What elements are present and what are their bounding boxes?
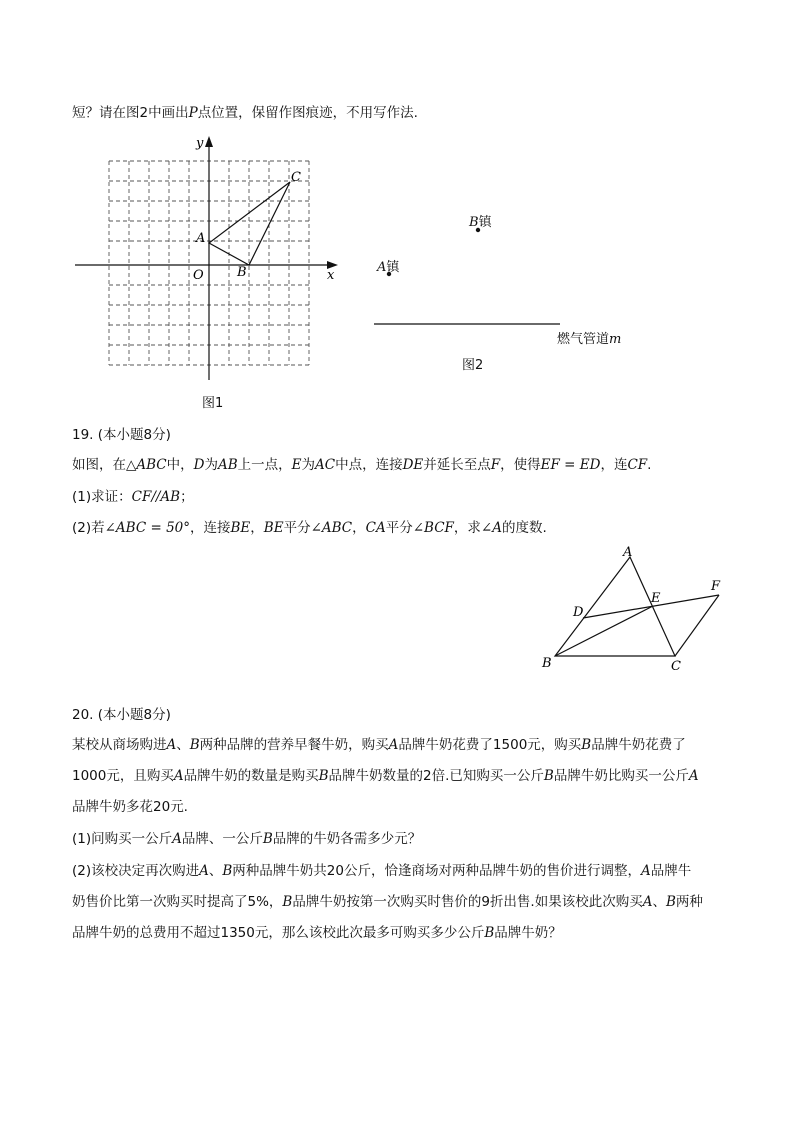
q19-figure [535, 540, 735, 675]
q20-part-1: (1)问购买一公斤A品牌、一公斤B品牌的牛奶各需多少元？ [72, 831, 422, 847]
point-a-label: A [196, 231, 206, 246]
q20-part-2-line-3: 品牌牛奶的总费用不超过1350元，那么该校此次最多可购买多少公斤B品牌牛奶？ [72, 925, 562, 941]
q19-header: 19. (本小题8分) [72, 427, 171, 443]
point-b-label: B [237, 265, 247, 280]
town-b-label: B镇 [469, 215, 492, 230]
y-axis-arrow [205, 136, 213, 147]
q20-part-2-line-1: (2)该校决定再次购进A、B两种品牌牛奶共20公斤，恰逢商场对两种品牌牛奶的售价进行调整，A品牌牛 [72, 863, 692, 879]
town-a-label: A镇 [377, 260, 400, 275]
x-axis-label: x [327, 268, 335, 283]
figure-1-grid [70, 132, 350, 382]
q19-label-e: E [651, 591, 661, 606]
q19-label-b: B [542, 656, 552, 671]
q18-instruction: 短？请在图2中画出P点位置，保留作图痕迹，不用写作法. [72, 105, 418, 121]
gas-pipeline-label: 燃气管道m [557, 332, 622, 347]
q20-part-2-line-2: 奶售价比第一次购买时提高了5%，B品牌牛奶按第一次购买时售价的9折出售.如果该校此次购买A、B两种 [72, 894, 703, 910]
figure-2-caption: 图2 [462, 358, 484, 373]
q20-line-2: 1000元，且购买A品牌牛奶的数量是购买B品牌牛奶数量的2倍.已知购买一公斤B品牌牛奶比购买一公斤A [72, 768, 699, 784]
segment-cf [675, 595, 719, 656]
q19-part-2: (2)若∠ABC = 50°，连接BE，BE平分∠ABC，CA平分∠BCF，求∠A的度数. [72, 520, 547, 536]
q20-line-1: 某校从商场购进A、B两种品牌的营养早餐牛奶，购买A品牌牛奶花费了1500元，购买B品牌牛奶花费了 [72, 737, 686, 753]
q19-part-1: (1)求证：CF//AB； [72, 489, 194, 505]
q19-label-c: C [671, 659, 681, 674]
q19-label-f: F [711, 579, 721, 594]
y-axis-label: y [196, 136, 204, 151]
q20-header: 20. (本小题8分) [72, 707, 171, 723]
triangle-abc [209, 182, 290, 265]
figure-1-caption: 图1 [202, 396, 224, 411]
q19-stem: 如图，在△ABC中，D为AB上一点，E为AC中点，连接DE并延长至点F，使得EF = ED，连CF. [72, 457, 652, 473]
q19-label-a: A [623, 545, 633, 560]
q19-label-d: D [573, 605, 584, 620]
point-c-label: C [291, 170, 301, 185]
q20-line-3: 品牌牛奶多花20元. [72, 799, 188, 815]
segment-be [555, 606, 653, 656]
origin-label: O [193, 268, 204, 283]
